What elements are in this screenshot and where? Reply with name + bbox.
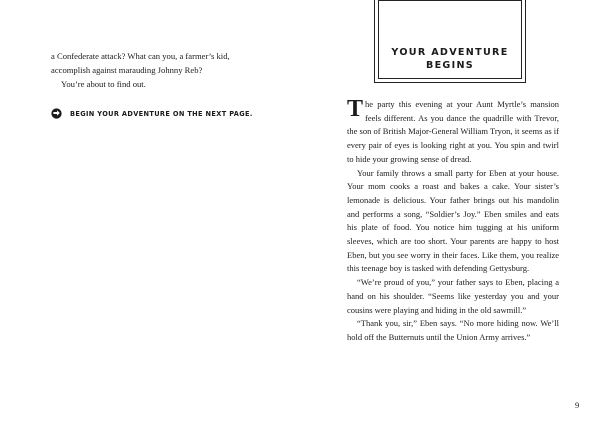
- body-paragraph: “Thank you, sir,” Eben says. “No more hiding now. We’ll hold off the Butternuts until the Union Army arrives.”: [347, 318, 559, 342]
- body-paragraph: “We’re proud of you,” your father says to Eben, placing a hand on his shoulder. “Seems like yesterday you and your cousins were playing and hiding in the old sawmill.”: [347, 277, 559, 315]
- body-paragraph: Your family throws a small party for Eben at your house. Your mom cooks a roast and bakes a cake. Your sister’s lemonade is delicious. Your father brings out his mandolin and performs a song, “Soldier’s Joy.” Eben smiles and eats his plate of food. You notice him tugging at his uniform sleeves, which are too short. Your parents are happy to host Eben, but you see worry in their faces. Like them, you realize this teenage boy is tasked with defending Gettysburg.: [347, 167, 559, 274]
- begin-adventure-label: BEGIN YOUR ADVENTURE ON THE NEXT PAGE.: [70, 109, 253, 118]
- arrow-circle-icon: [51, 108, 62, 119]
- left-text-line: a Confederate attack? What can you, a farmer’s kid,: [51, 51, 230, 61]
- left-text-line: You’re about to find out.: [61, 79, 146, 89]
- left-text-line: accomplish against marauding Johnny Reb?: [51, 65, 203, 75]
- left-page-text: [51, 49, 301, 91]
- chapter-heading-line: BEGINS: [425, 60, 475, 71]
- chapter-heading-frame: [374, 0, 526, 83]
- chapter-heading-line: YOUR ADVENTURE: [391, 47, 509, 58]
- body-paragraph: [347, 98, 559, 167]
- body-paragraph-text: he party this evening at your Aunt Myrtle’s mansion feels different. As you dance the quadrille with Trevor, the son of British Major-General William Tryon, it seems as if every pair of eyes is looking right at you. You spin and twirl to hide your growing sense of dread.: [347, 99, 559, 164]
- chapter-heading-inner-frame: [378, 0, 522, 79]
- chapter-heading: [379, 46, 521, 72]
- page-number: 9: [575, 400, 580, 410]
- begin-adventure-prompt[interactable]: [51, 108, 253, 119]
- right-page-body: [347, 98, 559, 345]
- drop-cap: T: [347, 96, 364, 122]
